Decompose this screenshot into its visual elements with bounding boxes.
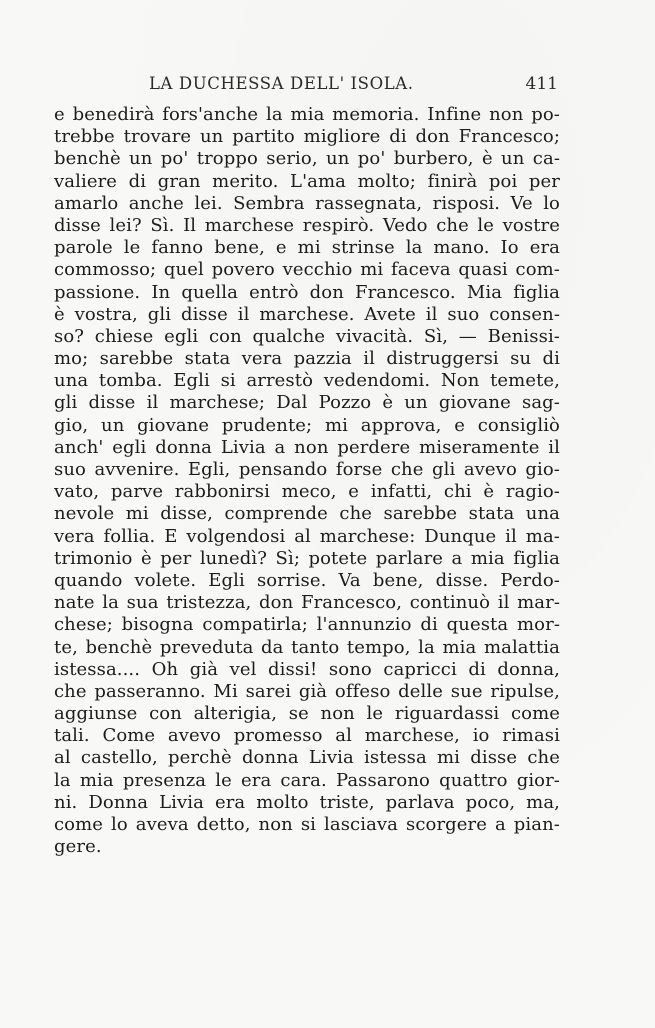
text-line: trebbe trovare un partito migliore di don Francesco; — [54, 126, 560, 148]
text-line: ni. Donna Livia era molto triste, parlava poco, ma, — [54, 791, 560, 813]
text-line: passione. In quella entrò don Francesco. Mia figlia — [54, 281, 560, 303]
text-line: disse lei? Sì. Il marchese respirò. Vedo che le vostre — [54, 214, 560, 236]
text-line: la mia presenza le era cara. Passarono quattro gior- — [54, 769, 560, 791]
text-line: vato, parve rabbonirsi meco, e infatti, chi è ragio- — [54, 481, 560, 503]
text-line: anch' egli donna Livia a non perdere miseramente il — [54, 436, 560, 458]
text-line: che passeranno. Mi sarei già offeso delle sue ripulse, — [54, 680, 560, 702]
text-line: benchè un po' troppo serio, un po' burbero, è un ca- — [54, 148, 560, 170]
text-line: suo avvenire. Egli, pensando forse che gli avevo gio- — [54, 459, 560, 480]
text-line: come lo aveva detto, non si lasciava scorgere a pian- — [54, 814, 560, 835]
text-line: gli disse il marchese; Dal Pozzo è un giovane sag- — [54, 392, 560, 414]
text-line: al castello, perchè donna Livia istessa mi disse che — [54, 747, 560, 769]
text-line: amarlo anche lei. Sembra rassegnata, risposi. Ve lo — [54, 192, 560, 214]
text-line: commosso; quel povero vecchio mi faceva quasi com- — [54, 259, 560, 281]
text-line: parole le fanno bene, e mi strinse la mano. Io era — [54, 237, 560, 259]
running-title: LA DUCHESSA DELL' ISOLA. — [149, 74, 414, 93]
text-line: vera follia. E volgendosi al marchese: Dunque il ma- — [54, 525, 560, 547]
text-line: istessa.... Oh già vel dissi! sono capricci di donna, — [54, 658, 560, 680]
text-line: è vostra, gli disse il marchese. Avete il suo consen- — [54, 303, 560, 325]
text-line: gio, un giovane prudente; mi approva, e consigliò — [54, 414, 560, 436]
text-line: trimonio è per lunedì? Sì; potete parlare a mia figlia — [54, 547, 560, 569]
text-line: nate la sua tristezza, don Francesco, continuò il mar- — [54, 592, 560, 614]
page-header — [54, 74, 562, 100]
text-line: nevole mi disse, comprende che sarebbe stata una — [54, 503, 560, 525]
text-line: gere. — [54, 836, 102, 858]
text-line: tali. Come avevo promesso al marchese, io rimasi — [54, 725, 560, 747]
text-line: valiere di gran merito. L'ama molto; finirà poi per — [54, 170, 560, 192]
text-line: una tomba. Egli si arrestò vedendomi. Non temete, — [54, 370, 560, 392]
text-line: e benedirà fors'anche la mia memoria. Infine non po- — [54, 104, 560, 125]
text-line: te, benchè preveduta da tanto tempo, la mia malattia — [54, 636, 560, 658]
text-line: aggiunse con alterigia, se non le riguardassi come — [54, 703, 560, 725]
body-text — [54, 104, 560, 858]
text-line: mo; sarebbe stata vera pazzia il distruggersi su di — [54, 348, 560, 370]
page-number: 411 — [525, 74, 558, 94]
text-line: chese; bisogna compatirla; l'annunzio di questa mor- — [54, 614, 560, 636]
text-line: quando volete. Egli sorrise. Va bene, disse. Perdo- — [54, 569, 560, 591]
text-line: so? chiese egli con qualche vivacità. Sì, — Benissi- — [54, 325, 560, 347]
